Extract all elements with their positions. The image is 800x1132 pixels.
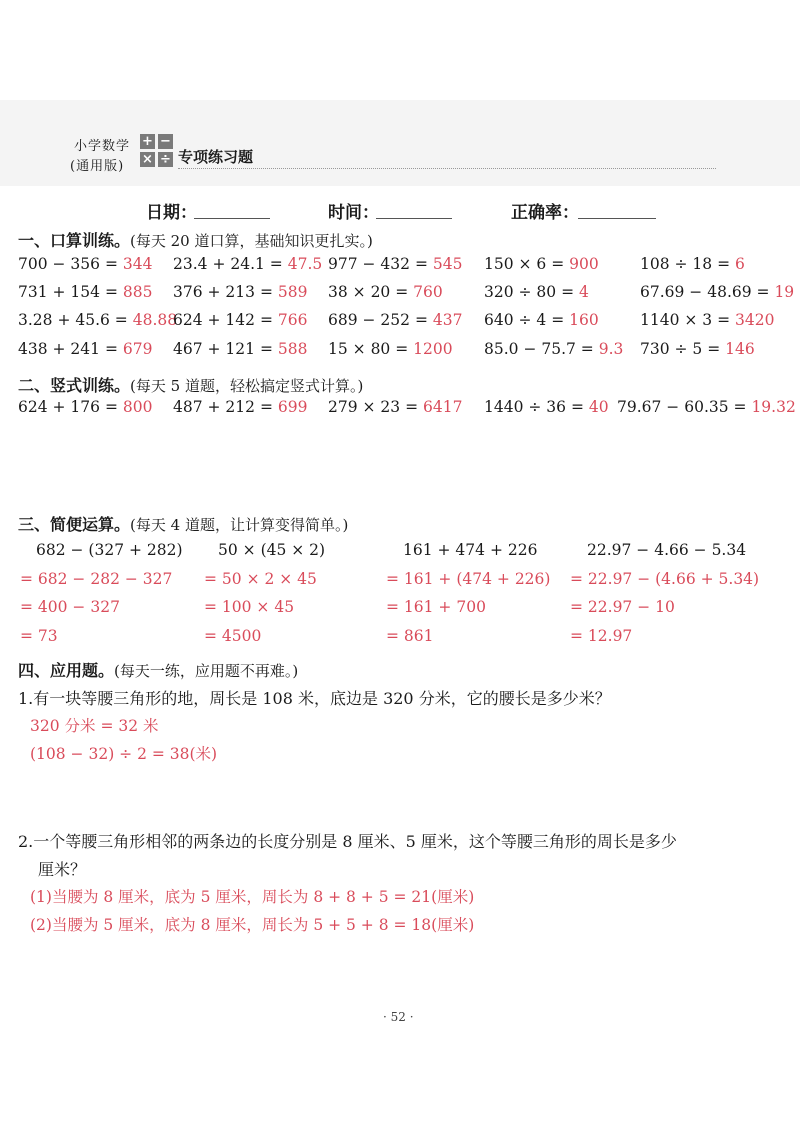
simplify-step: = 861 [386,627,434,645]
equation-answer: 1200 [413,340,453,358]
equation-question: 700 − 356 = [18,255,123,273]
equation-question: 689 − 252 = [328,311,433,329]
oral-equation [173,311,307,329]
simplify-expression: 161 + 474 + 226 [403,541,538,559]
equation-question: 640 ÷ 4 = [484,311,570,329]
equation-answer: 900 [569,255,599,273]
equation-answer: 19.32 [751,398,796,416]
equation-question: 3.28 + 45.6 = [18,311,133,329]
times-icon: × [140,152,155,167]
simplify-step: = 73 [20,627,58,645]
date-label: 日期： [146,203,197,223]
oral-equation [328,311,462,329]
section-2-heading: 二、竖式训练。 [18,376,131,395]
accuracy-label: 正确率： [511,203,579,223]
minus-icon: − [158,134,173,149]
oral-equation [173,340,307,358]
section-3-note: (每天 4 道题，让计算变得简单。) [130,516,349,534]
equation-question: 730 ÷ 5 = [640,340,726,358]
section-1-note: (每天 20 道口算，基础知识更扎实。) [130,232,373,250]
oral-equation [328,283,443,301]
question-2-text-line-2: 厘米？ [38,860,87,879]
equation-answer: 545 [432,255,463,273]
simplify-step: = 22.97 − 10 [570,598,675,616]
vertical-equation [18,398,152,416]
question-1-text: 1.有一块等腰三角形的地，周长是 108 米，底边是 320 分米，它的腰长是多少米？ [18,689,611,708]
equation-question: 731 + 154 = [18,283,123,301]
equation-question: 15 × 80 = [328,340,414,358]
equation-answer: 47.5 [287,255,323,273]
equation-question: 108 ÷ 18 = [640,255,735,273]
time-blank[interactable] [376,218,452,219]
equation-answer: 344 [122,255,153,273]
date-blank[interactable] [194,218,270,219]
section-4-heading: 四、应用题。 [18,661,115,680]
equation-question: 1440 ÷ 36 = [484,398,589,416]
equation-question: 467 + 121 = [173,340,278,358]
oral-equation [328,340,453,358]
top-blank-area [0,0,800,100]
equation-question: 279 × 23 = [328,398,423,416]
equation-answer: 6 [735,255,745,273]
simplify-expression: 22.97 − 4.66 − 5.34 [587,541,747,559]
vertical-equation [173,398,307,416]
question-2-text-line-1: 2.一个等腰三角形相邻的两条边的长度分别是 8 厘米、5 厘米，这个等腰三角形的周长是多少 [18,832,677,851]
oral-equation [484,283,589,301]
page-number: · 52 · [383,1010,414,1024]
oral-equation [173,255,322,273]
equation-question: 38 × 20 = [328,283,414,301]
equation-question: 487 + 212 = [173,398,278,416]
oral-equation [173,283,307,301]
equation-question: 376 + 213 = [173,283,278,301]
oral-equation [328,255,462,273]
simplify-step: = 161 + 700 [386,598,486,616]
accuracy-blank[interactable] [578,218,656,219]
section-1-title [18,228,373,251]
equation-question: 85.0 − 75.7 = [484,340,599,358]
oral-equation [640,283,794,301]
oral-equation [640,340,755,358]
section-2-note: (每天 5 道题，轻松搞定竖式计算。) [130,377,364,395]
oral-equation [484,311,599,329]
oral-equation [640,311,774,329]
equation-answer: 19 [774,283,795,301]
section-2-title [18,373,363,396]
equation-question: 67.69 − 48.69 = [640,283,775,301]
header-title: 专项练习题 [178,148,254,166]
brand-line-1: 小学数学 [74,139,131,154]
vertical-equation [328,398,462,416]
divide-icon: ÷ [158,152,173,167]
vertical-equation [617,398,796,416]
oral-equation [484,340,623,358]
section-1-heading: 一、口算训练。 [18,231,131,250]
question-1-answer-1: 320 分米 = 32 米 [30,717,159,735]
equation-answer: 40 [588,398,609,416]
equation-answer: 48.88 [132,311,178,329]
equation-question: 79.67 − 60.35 = [617,398,752,416]
equation-answer: 437 [432,311,463,329]
simplify-step: = 50 × 2 × 45 [204,570,317,588]
section-3-title [18,512,348,535]
equation-answer: 160 [569,311,599,329]
equation-answer: 6417 [423,398,463,416]
equation-answer: 146 [725,340,755,358]
oral-equation [18,255,152,273]
section-3-heading: 三、简便运算。 [18,515,131,534]
time-label: 时间： [328,203,379,223]
question-1-answer-2: (108 − 32) ÷ 2 = 38(米) [30,745,218,763]
equation-question: 1140 × 3 = [640,311,735,329]
simplify-step: = 22.97 − (4.66 + 5.34) [570,570,760,588]
oral-equation [484,255,599,273]
equation-answer: 589 [277,283,308,301]
simplify-step: = 682 − 282 − 327 [20,570,173,588]
simplify-step: = 12.97 [570,627,633,645]
oral-equation [18,340,152,358]
simplify-step: = 4500 [204,627,262,645]
equation-answer: 760 [413,283,443,301]
equation-question: 624 + 142 = [173,311,278,329]
section-4-note: (每天一练，应用题不再难。) [114,662,299,680]
equation-question: 977 − 432 = [328,255,433,273]
equation-answer: 766 [277,311,308,329]
equation-answer: 4 [579,283,589,301]
equation-question: 23.4 + 24.1 = [173,255,288,273]
equation-answer: 3420 [735,311,775,329]
equation-question: 624 + 176 = [18,398,123,416]
oral-equation [18,311,177,329]
equation-answer: 885 [122,283,153,301]
vertical-equation [484,398,609,416]
math-ops-icon [140,134,174,168]
simplify-expression: 50 × (45 × 2) [218,541,326,559]
equation-question: 150 × 6 = [484,255,570,273]
equation-answer: 588 [277,340,308,358]
simplify-step: = 161 + (474 + 226) [386,570,551,588]
question-2-answer-2: (2)当腰为 5 厘米，底为 8 厘米，周长为 5 + 5 + 8 = 18(厘米) [30,916,475,934]
question-2-answer-1: (1)当腰为 8 厘米，底为 5 厘米，周长为 8 + 8 + 5 = 21(厘米) [30,888,475,906]
simplify-step: = 400 − 327 [20,598,120,616]
equation-question: 438 + 241 = [18,340,123,358]
equation-answer: 699 [277,398,308,416]
simplify-expression: 682 − (327 + 282) [36,541,183,559]
brand-line-2: (通用版) [70,159,125,174]
section-4-title [18,658,298,681]
header-divider [178,168,716,169]
plus-icon: + [140,134,155,149]
equation-answer: 679 [122,340,153,358]
oral-equation [640,255,745,273]
simplify-step: = 100 × 45 [204,598,295,616]
equation-question: 320 ÷ 80 = [484,283,579,301]
oral-equation [18,283,152,301]
equation-answer: 800 [122,398,153,416]
equation-answer: 9.3 [598,340,624,358]
